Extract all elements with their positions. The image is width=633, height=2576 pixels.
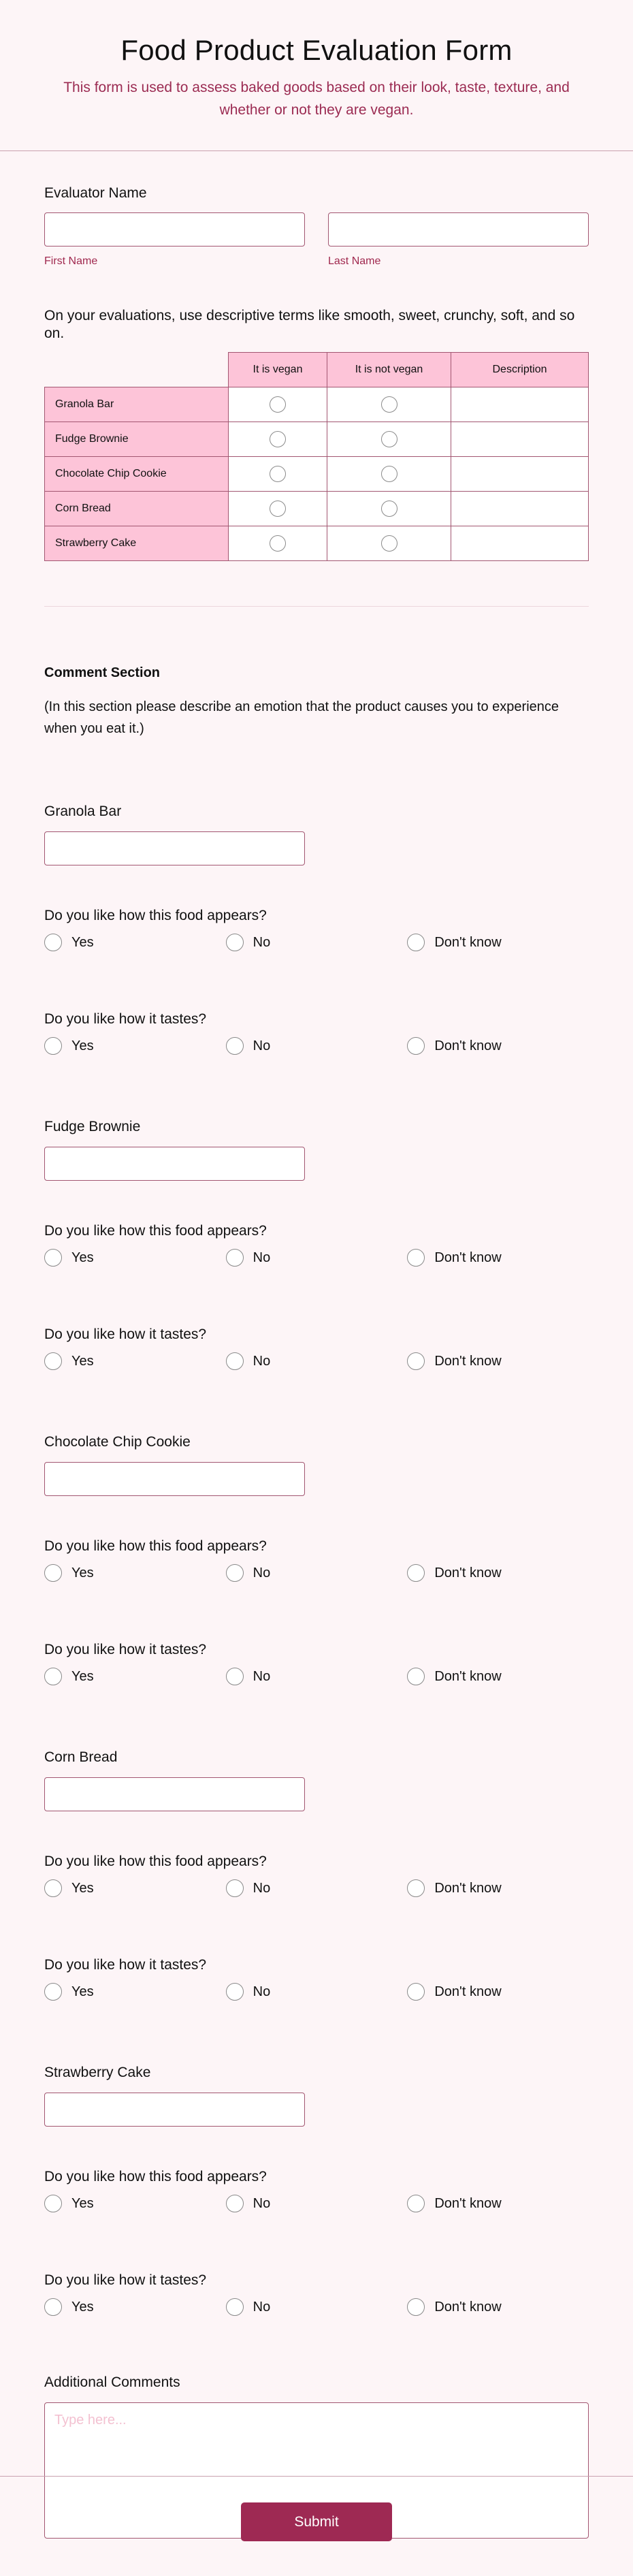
submit-button[interactable]: Submit [241, 2502, 392, 2541]
taste-options [44, 1983, 589, 2001]
product-emotion-input[interactable] [44, 1777, 305, 1811]
product-block [44, 1370, 589, 1685]
matrix-cell-not-vegan[interactable] [327, 457, 451, 492]
radio-button[interactable] [44, 2195, 62, 2212]
radio-button[interactable] [407, 1668, 425, 1685]
product-name: Fudge Brownie [44, 1119, 141, 1134]
product-list [44, 740, 589, 2316]
evaluator-name-label: Evaluator Name [44, 185, 147, 201]
option-label: Don't know [434, 1565, 502, 1580]
option-label: Yes [71, 1038, 94, 1053]
vegan-radio[interactable] [270, 500, 286, 517]
appearance-options [44, 2195, 589, 2212]
not-vegan-radio[interactable] [381, 466, 397, 482]
radio-button[interactable] [407, 2298, 425, 2316]
first-name-sublabel: First Name [44, 255, 98, 267]
taste-question-label: Do you like how it tastes? [44, 1011, 207, 1027]
appearance-question-label: Do you like how this food appears? [44, 2169, 267, 2184]
matrix-row-label: Chocolate Chip Cookie [45, 457, 229, 492]
radio-button[interactable] [226, 1037, 244, 1055]
option-label: Yes [71, 2195, 94, 2211]
option-label: Don't know [434, 1353, 502, 1369]
taste-options [44, 1668, 589, 1685]
matrix-cell-vegan[interactable] [229, 492, 327, 526]
option-dont-know[interactable] [407, 1879, 589, 1897]
option-label: No [253, 1880, 271, 1896]
comment-section-heading: Comment Section [44, 665, 161, 680]
matrix-row-label: Fudge Brownie [45, 422, 229, 457]
option-dont-know[interactable] [407, 1249, 589, 1267]
evaluator-name-block [44, 151, 589, 268]
appearance-options [44, 1564, 589, 1582]
option-yes[interactable] [44, 2195, 226, 2212]
radio-button[interactable] [226, 1249, 244, 1267]
radio-button[interactable] [44, 1879, 62, 1897]
matrix-cell-description[interactable] [451, 526, 589, 561]
matrix-col-not-vegan: It is not vegan [327, 353, 451, 387]
option-no[interactable] [226, 2195, 408, 2212]
taste-question [44, 1011, 589, 1055]
radio-button[interactable] [407, 934, 425, 951]
taste-question-label: Do you like how it tastes? [44, 1642, 207, 1657]
comment-section-description: (In this section please describe an emotion that the product causes you to experience when you eat it.) [44, 699, 559, 736]
option-no[interactable] [226, 2298, 408, 2316]
matrix-cell-vegan[interactable] [229, 526, 327, 561]
product-emotion-input[interactable] [44, 831, 305, 865]
option-label: Yes [71, 1565, 94, 1580]
option-yes[interactable] [44, 1983, 226, 2001]
not-vegan-radio[interactable] [381, 396, 397, 413]
appearance-options [44, 1249, 589, 1267]
form-subtitle: This form is used to assess baked goods based on their look, taste, texture, and whether or not they are vegan. [63, 80, 570, 118]
option-label: Yes [71, 934, 94, 950]
product-block [44, 1055, 589, 1370]
matrix-row [45, 422, 589, 457]
product-name: Strawberry Cake [44, 2065, 151, 2080]
vegan-radio[interactable] [270, 535, 286, 552]
taste-options [44, 1037, 589, 1055]
option-label: Don't know [434, 1668, 502, 1684]
radio-button[interactable] [407, 1249, 425, 1267]
option-label: Yes [71, 2299, 94, 2315]
form-title: Food Product Evaluation Form [120, 34, 513, 66]
taste-options [44, 1352, 589, 1370]
appearance-question-label: Do you like how this food appears? [44, 1538, 267, 1554]
option-label: Yes [71, 1880, 94, 1896]
option-label: No [253, 1353, 271, 1369]
radio-button[interactable] [226, 1879, 244, 1897]
evaluation-matrix [44, 352, 589, 561]
first-name-input[interactable] [44, 212, 305, 247]
product-emotion-input[interactable] [44, 2093, 305, 2127]
option-yes[interactable] [44, 1352, 226, 1370]
radio-button[interactable] [226, 2298, 244, 2316]
vegan-radio[interactable] [270, 396, 286, 413]
appearance-question [44, 908, 589, 951]
appearance-question-label: Do you like how this food appears? [44, 1223, 267, 1239]
radio-button[interactable] [44, 1037, 62, 1055]
not-vegan-radio[interactable] [381, 431, 397, 447]
matrix-cell-description[interactable] [451, 492, 589, 526]
appearance-question-label: Do you like how this food appears? [44, 908, 267, 923]
appearance-question [44, 2169, 589, 2212]
option-label: No [253, 2195, 271, 2211]
option-yes[interactable] [44, 1037, 226, 1055]
taste-question-label: Do you like how it tastes? [44, 1957, 207, 1973]
option-dont-know[interactable] [407, 1668, 589, 1685]
option-no[interactable] [226, 1668, 408, 1685]
radio-button[interactable] [407, 2195, 425, 2212]
option-dont-know[interactable] [407, 1037, 589, 1055]
option-no[interactable] [226, 1352, 408, 1370]
taste-question [44, 2272, 589, 2316]
matrix-row [45, 387, 589, 422]
option-label: Yes [71, 1250, 94, 1265]
option-dont-know[interactable] [407, 1352, 589, 1370]
radio-button[interactable] [407, 1564, 425, 1582]
option-dont-know[interactable] [407, 934, 589, 951]
matrix-row [45, 492, 589, 526]
matrix-cell-not-vegan[interactable] [327, 526, 451, 561]
option-label: Don't know [434, 934, 502, 950]
option-label: Don't know [434, 1880, 502, 1896]
option-label: Yes [71, 1984, 94, 1999]
radio-button[interactable] [44, 1668, 62, 1685]
vegan-radio[interactable] [270, 466, 286, 482]
option-no[interactable] [226, 934, 408, 951]
radio-button[interactable] [407, 1983, 425, 2001]
option-no[interactable] [226, 1564, 408, 1582]
matrix-row [45, 526, 589, 561]
form-header [0, 0, 633, 151]
vegan-radio[interactable] [270, 431, 286, 447]
not-vegan-radio[interactable] [381, 500, 397, 517]
taste-question [44, 1957, 589, 2001]
matrix-row-label: Strawberry Cake [45, 526, 229, 561]
last-name-input[interactable] [328, 212, 589, 247]
last-name-sublabel: Last Name [328, 255, 381, 267]
matrix-cell-vegan[interactable] [229, 387, 327, 422]
first-name-col [44, 212, 305, 268]
radio-button[interactable] [44, 2298, 62, 2316]
appearance-question [44, 1854, 589, 1897]
radio-button[interactable] [226, 1983, 244, 2001]
last-name-col [328, 212, 589, 268]
radio-button[interactable] [44, 1564, 62, 1582]
appearance-options [44, 1879, 589, 1897]
option-label: No [253, 934, 271, 950]
appearance-question [44, 1538, 589, 1582]
option-label: No [253, 1565, 271, 1580]
appearance-question [44, 1223, 589, 1267]
matrix-cell-description[interactable] [451, 457, 589, 492]
radio-button[interactable] [226, 2195, 244, 2212]
radio-button[interactable] [226, 1564, 244, 1582]
matrix-corner [45, 353, 229, 387]
radio-button[interactable] [226, 1668, 244, 1685]
matrix-cell-not-vegan[interactable] [327, 422, 451, 457]
matrix-row-label: Corn Bread [45, 492, 229, 526]
option-yes[interactable] [44, 1249, 226, 1267]
radio-button[interactable] [407, 1352, 425, 1370]
option-label: Yes [71, 1353, 94, 1369]
option-label: Don't know [434, 1984, 502, 1999]
radio-button[interactable] [226, 934, 244, 951]
option-label: Don't know [434, 2299, 502, 2315]
option-yes[interactable] [44, 2298, 226, 2316]
matrix-cell-not-vegan[interactable] [327, 387, 451, 422]
product-emotion-input[interactable] [44, 1147, 305, 1181]
option-label: No [253, 1250, 271, 1265]
form-footer [0, 2476, 633, 2576]
appearance-question-label: Do you like how this food appears? [44, 1854, 267, 1869]
matrix-col-description: Description [451, 353, 589, 387]
matrix-row-label: Granola Bar [45, 387, 229, 422]
matrix-cell-description[interactable] [451, 422, 589, 457]
option-label: Yes [71, 1668, 94, 1684]
taste-question [44, 1326, 589, 1370]
option-label: Don't know [434, 2195, 502, 2211]
option-no[interactable] [226, 1879, 408, 1897]
not-vegan-radio[interactable] [381, 535, 397, 552]
additional-comments-label: Additional Comments [44, 2374, 180, 2390]
product-name: Granola Bar [44, 804, 122, 819]
option-yes[interactable] [44, 1564, 226, 1582]
taste-question-label: Do you like how it tastes? [44, 2272, 207, 2288]
form-content [0, 151, 633, 2539]
taste-question [44, 1642, 589, 1685]
option-yes[interactable] [44, 934, 226, 951]
matrix-col-vegan: It is vegan [229, 353, 327, 387]
option-no[interactable] [226, 1983, 408, 2001]
option-no[interactable] [226, 1249, 408, 1267]
option-dont-know[interactable] [407, 2195, 589, 2212]
option-label: Don't know [434, 1250, 502, 1265]
option-label: No [253, 1668, 271, 1684]
product-block [44, 1685, 589, 2001]
option-label: No [253, 2299, 271, 2315]
radio-button[interactable] [44, 934, 62, 951]
option-no[interactable] [226, 1037, 408, 1055]
matrix-row [45, 457, 589, 492]
section-divider [44, 606, 589, 607]
radio-button[interactable] [407, 1879, 425, 1897]
evaluation-matrix-block [44, 307, 589, 561]
taste-question-label: Do you like how it tastes? [44, 1326, 207, 1342]
option-yes[interactable] [44, 1879, 226, 1897]
option-label: Don't know [434, 1038, 502, 1053]
product-name: Chocolate Chip Cookie [44, 1434, 191, 1450]
option-dont-know[interactable] [407, 1564, 589, 1582]
matrix-question: On your evaluations, use descriptive terms like smooth, sweet, crunchy, soft, and so on. [44, 308, 575, 341]
matrix-cell-vegan[interactable] [229, 422, 327, 457]
radio-button[interactable] [226, 1352, 244, 1370]
product-emotion-input[interactable] [44, 1462, 305, 1496]
evaluator-name-row [44, 212, 589, 268]
radio-button[interactable] [44, 1983, 62, 2001]
option-label: No [253, 1984, 271, 1999]
option-dont-know[interactable] [407, 1983, 589, 2001]
product-block [44, 2001, 589, 2316]
appearance-options [44, 934, 589, 951]
matrix-cell-not-vegan[interactable] [327, 492, 451, 526]
radio-button[interactable] [44, 1352, 62, 1370]
matrix-cell-description[interactable] [451, 387, 589, 422]
matrix-header-row [45, 353, 589, 387]
option-label: No [253, 1038, 271, 1053]
taste-options [44, 2298, 589, 2316]
product-name: Corn Bread [44, 1749, 118, 1765]
radio-button[interactable] [407, 1037, 425, 1055]
option-yes[interactable] [44, 1668, 226, 1685]
product-block [44, 740, 589, 1055]
matrix-cell-vegan[interactable] [229, 457, 327, 492]
radio-button[interactable] [44, 1249, 62, 1267]
option-dont-know[interactable] [407, 2298, 589, 2316]
